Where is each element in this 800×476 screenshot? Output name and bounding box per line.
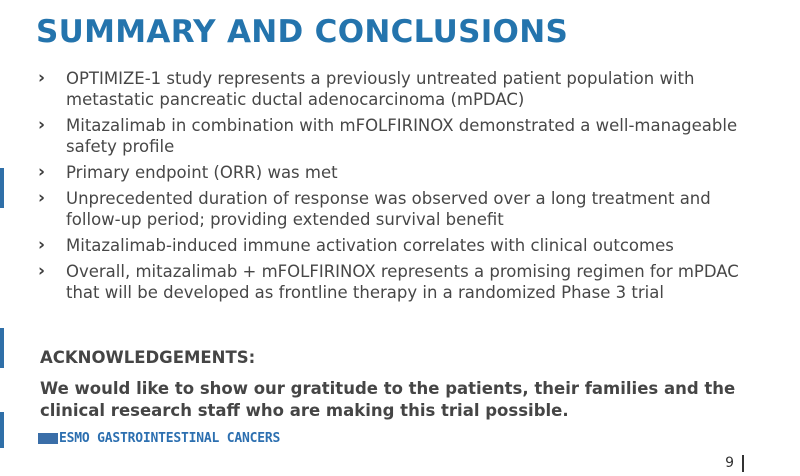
list-item [38, 68, 768, 110]
page-number: 9 [725, 455, 734, 471]
page-number-divider [742, 455, 744, 472]
conclusions-list [38, 68, 768, 308]
bullet-text: OPTIMIZE-1 study represents a previously untreated patient population with metastatic pancreatic ductal adenocarcinoma (mPDAC) [66, 69, 695, 109]
left-edge-accent [0, 168, 4, 208]
bullet-text: Mitazalimab-induced immune activation correlates with clinical outcomes [66, 236, 674, 255]
chevron-right-icon: › [38, 68, 46, 88]
chevron-right-icon: › [38, 115, 46, 135]
left-edge-accent [0, 412, 4, 448]
acknowledgements-text: We would like to show our gratitude to the patients, their families and the clinical research staff who are making this trial possible. [40, 379, 736, 420]
logo-mark-icon [38, 433, 58, 444]
bullet-text: Mitazalimab in combination with mFOLFIRINOX demonstrated a well-manageable safety profile [66, 116, 738, 156]
chevron-right-icon: › [38, 188, 46, 208]
slide-title: SUMMARY AND CONCLUSIONS [36, 14, 569, 50]
esmo-logo [38, 431, 280, 446]
bullet-text: Primary endpoint (ORR) was met [66, 163, 338, 182]
chevron-right-icon: › [38, 162, 46, 182]
left-edge-accent [0, 328, 4, 368]
logo-text: ESMO GASTROINTESTINAL CANCERS [59, 431, 281, 446]
bullet-text: Unprecedented duration of response was observed over a long treatment and follow-up period; providing extended survival benefit [66, 189, 711, 229]
list-item [38, 235, 768, 256]
list-item [38, 188, 768, 230]
list-item [38, 261, 768, 303]
chevron-right-icon: › [38, 235, 46, 255]
chevron-right-icon: › [38, 261, 46, 281]
acknowledgements-heading: ACKNOWLEDGEMENTS: [40, 348, 256, 367]
list-item [38, 115, 768, 157]
list-item [38, 162, 768, 183]
bullet-text: Overall, mitazalimab + mFOLFIRINOX represents a promising regimen for mPDAC that will be developed as frontline therapy in a randomized Phase 3 trial [66, 262, 739, 302]
